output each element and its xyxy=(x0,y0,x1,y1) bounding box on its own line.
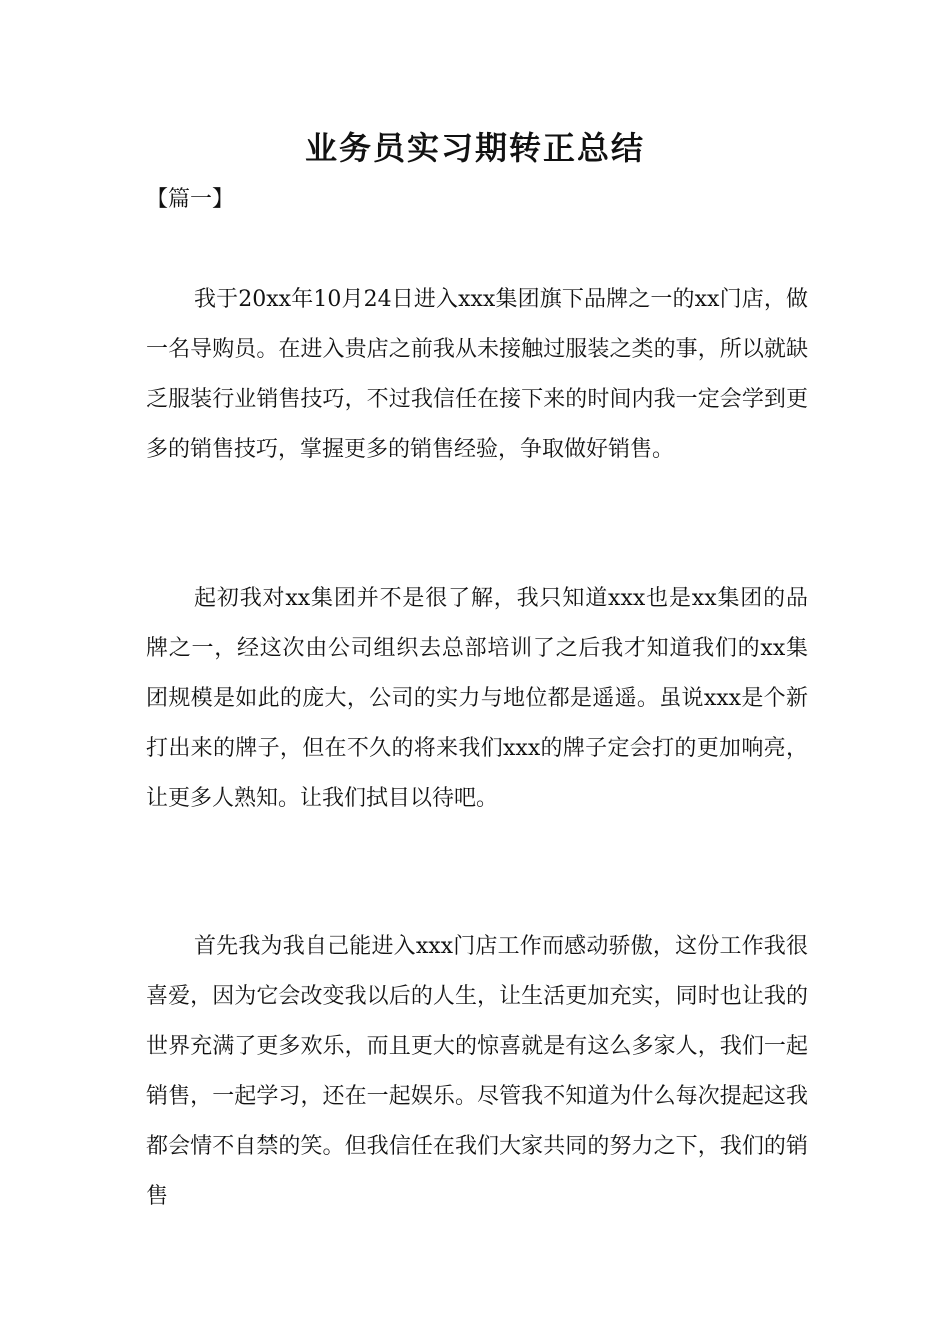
paragraph-1: 我于20xx年10月24日进入xxx集团旗下品牌之一的xx门店，做一名导购员。在进入贵店之前我从未接触过服装之类的事，所以就缺乏服装行业销售技巧，不过我信任在接下来的时间内我一定会学到更多的销售技巧，掌握更多的销售经验，争取做好销售。 xyxy=(146,287,808,462)
document-title: 业务员实习期转正总结 xyxy=(304,129,645,167)
paragraph-3: 首先我为我自己能进入xxx门店工作而感动骄傲，这份工作我很喜爱，因为它会改变我以后的人生，让生活更加充实，同时也让我的世界充满了更多欢乐，而且更大的惊喜就是有这么多家人，我们一起销售，一起学习，还在一起娱乐。尽管我不知道为什么每次提起这我都会情不自禁的笑。但我信任在我们大家共同的努力之下，我们的销售 xyxy=(146,934,808,1209)
paragraph-2: 起初我对xx集团并不是很了解，我只知道xxx也是xx集团的品牌之一，经这次由公司组织去总部培训了之后我才知道我们的xx集团规模是如此的庞大，公司的实力与地位都是遥遥。虽说xxx是个新打出来的牌子，但在不久的将来我们xxx的牌子定会打的更加响亮，让更多人熟知。让我们拭目以待吧。 xyxy=(146,586,808,811)
section-label: 【篇一】 xyxy=(146,187,235,212)
